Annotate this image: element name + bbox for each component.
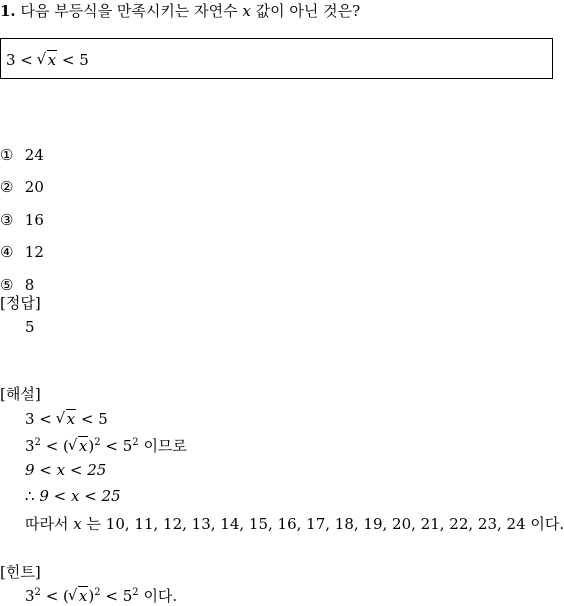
condition-right: < 5 [61, 51, 89, 69]
sqrt-symbol [38, 51, 57, 69]
hint-label: [힌트] [0, 563, 41, 581]
choice-value: 12 [24, 243, 44, 261]
choice-2[interactable] [0, 178, 44, 196]
choice-3[interactable] [0, 211, 44, 229]
choice-marker: ② [0, 178, 14, 196]
choice-marker: ④ [0, 243, 14, 261]
therefore-expression: 9 < x < 25 [39, 487, 121, 505]
exponent: 2 [34, 437, 41, 448]
paren-close: ) [88, 587, 95, 605]
operator: < 5 [105, 587, 133, 605]
value-list: 10, 11, 12, 13, 14, 15, 16, 17, 18, 19, 20, 21, 22, 23, 24 [105, 515, 526, 533]
choice-value: 24 [24, 146, 44, 164]
condition-left: 3 < [6, 51, 33, 69]
exponent: 2 [132, 437, 139, 448]
exponent: 2 [94, 437, 101, 448]
choice-value: 16 [24, 211, 44, 229]
choice-marker: ⑤ [0, 276, 14, 294]
operator: < ( [45, 587, 69, 605]
tail-text: 이다. [143, 587, 178, 605]
solution-line1-right: < 5 [80, 410, 108, 428]
solution-line-4 [25, 487, 121, 505]
sqrt-symbol [69, 437, 88, 455]
variable: x [73, 515, 82, 533]
base: 3 [25, 587, 35, 605]
hint-line [25, 585, 177, 606]
answer-value: 5 [25, 318, 35, 336]
question-text-before: 다음 부등식을 만족시키는 자연수 [20, 2, 238, 20]
exponent: 2 [94, 587, 101, 598]
prefix-text: 따라서 [25, 515, 69, 533]
therefore-symbol: ∴ [25, 487, 35, 505]
solution-line-5 [25, 513, 564, 534]
solution-line1-radicand: x [66, 410, 76, 428]
exponent: 2 [132, 587, 139, 598]
solution-line-2 [25, 435, 187, 456]
tail-text: 이다. [530, 515, 564, 533]
radicand: x [78, 437, 88, 455]
answer-label: [정답] [0, 294, 41, 312]
choice-marker: ③ [0, 211, 14, 229]
choice-marker: ① [0, 146, 14, 164]
question-stem [0, 0, 360, 21]
condition-expression [6, 51, 89, 69]
tail-text: 이므로 [143, 437, 187, 455]
solution-label: [해설] [0, 385, 41, 403]
question-number: 1. [0, 2, 16, 20]
exponent: 2 [34, 587, 41, 598]
solution-line-1 [25, 410, 108, 428]
choice-1[interactable] [0, 146, 44, 164]
solution-line-3: 9 < x < 25 [25, 461, 107, 479]
sqrt-symbol [69, 587, 88, 605]
radicand: x [78, 587, 88, 605]
paren-close: ) [88, 437, 95, 455]
question-text-after: 값이 아닌 것은? [255, 2, 361, 20]
sqrt-symbol [57, 410, 76, 428]
base: 3 [25, 437, 35, 455]
condition-radicand: x [47, 51, 57, 69]
question-variable: x [242, 2, 251, 20]
choice-value: 20 [24, 178, 44, 196]
particle: 는 [86, 515, 102, 533]
solution-line1-left: 3 < [25, 410, 52, 428]
choice-4[interactable] [0, 243, 44, 261]
operator: < ( [45, 437, 69, 455]
choice-value: 8 [24, 276, 35, 294]
operator: < 5 [105, 437, 133, 455]
